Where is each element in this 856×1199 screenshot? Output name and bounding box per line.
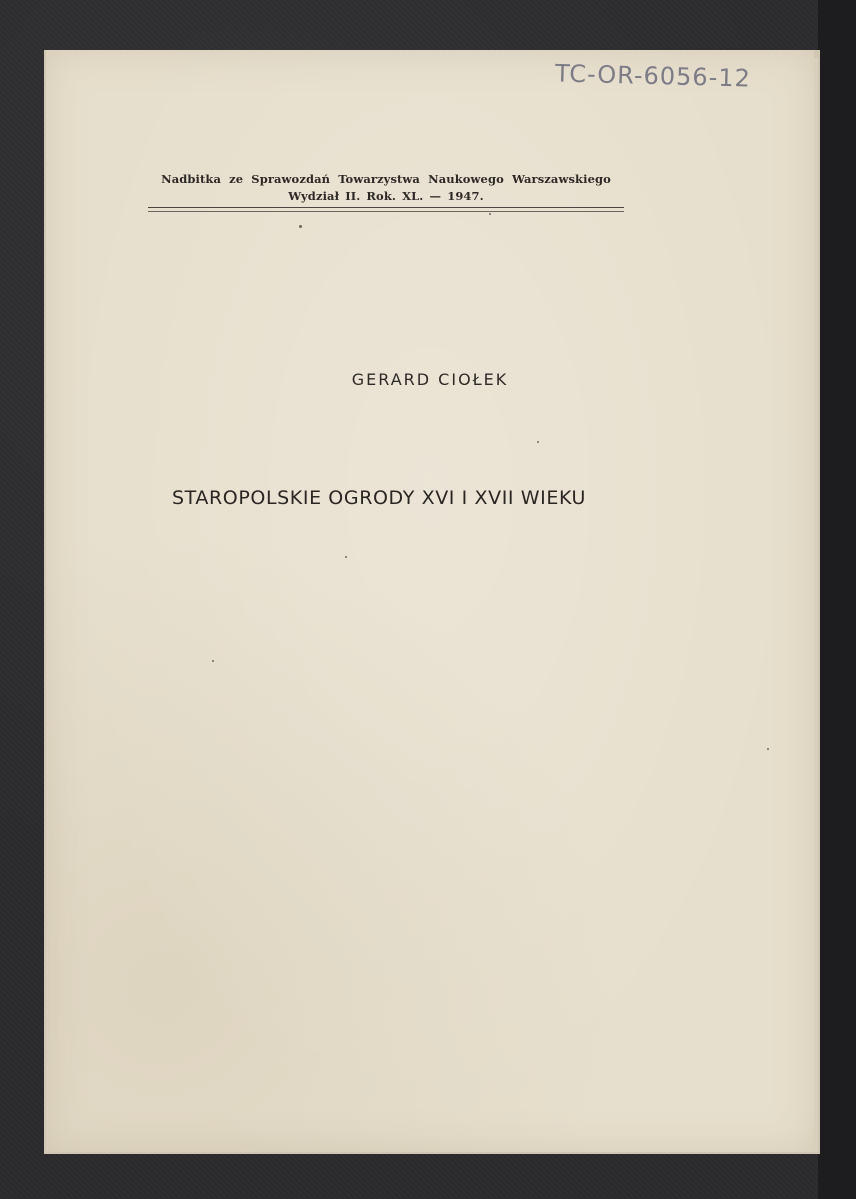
scanner-edge-strip	[818, 0, 856, 1199]
paper-speck	[212, 660, 214, 662]
paper-speck	[537, 441, 539, 443]
author-name: GERARD CIOŁEK	[351, 370, 509, 389]
header-rule-top	[148, 207, 624, 208]
offprint-volume-line: Wydział II. Rok. XL. — 1947.	[288, 189, 484, 203]
paper-speck	[489, 213, 491, 215]
header-rule-bottom	[148, 211, 624, 212]
paper-speck	[299, 225, 302, 228]
offprint-source-line: Nadbitka ze Sprawozdań Towarzystwa Naukowego Warszawskiego	[161, 172, 611, 186]
document-page	[46, 50, 814, 1152]
paper-speck	[767, 748, 769, 750]
offprint-header	[148, 170, 624, 204]
paper-speck	[345, 556, 347, 558]
archive-shelfmark: TC-OR-6056-12	[554, 59, 752, 93]
document-title: STAROPOLSKIE OGRODY XVI I XVII WIEKU	[172, 487, 586, 509]
